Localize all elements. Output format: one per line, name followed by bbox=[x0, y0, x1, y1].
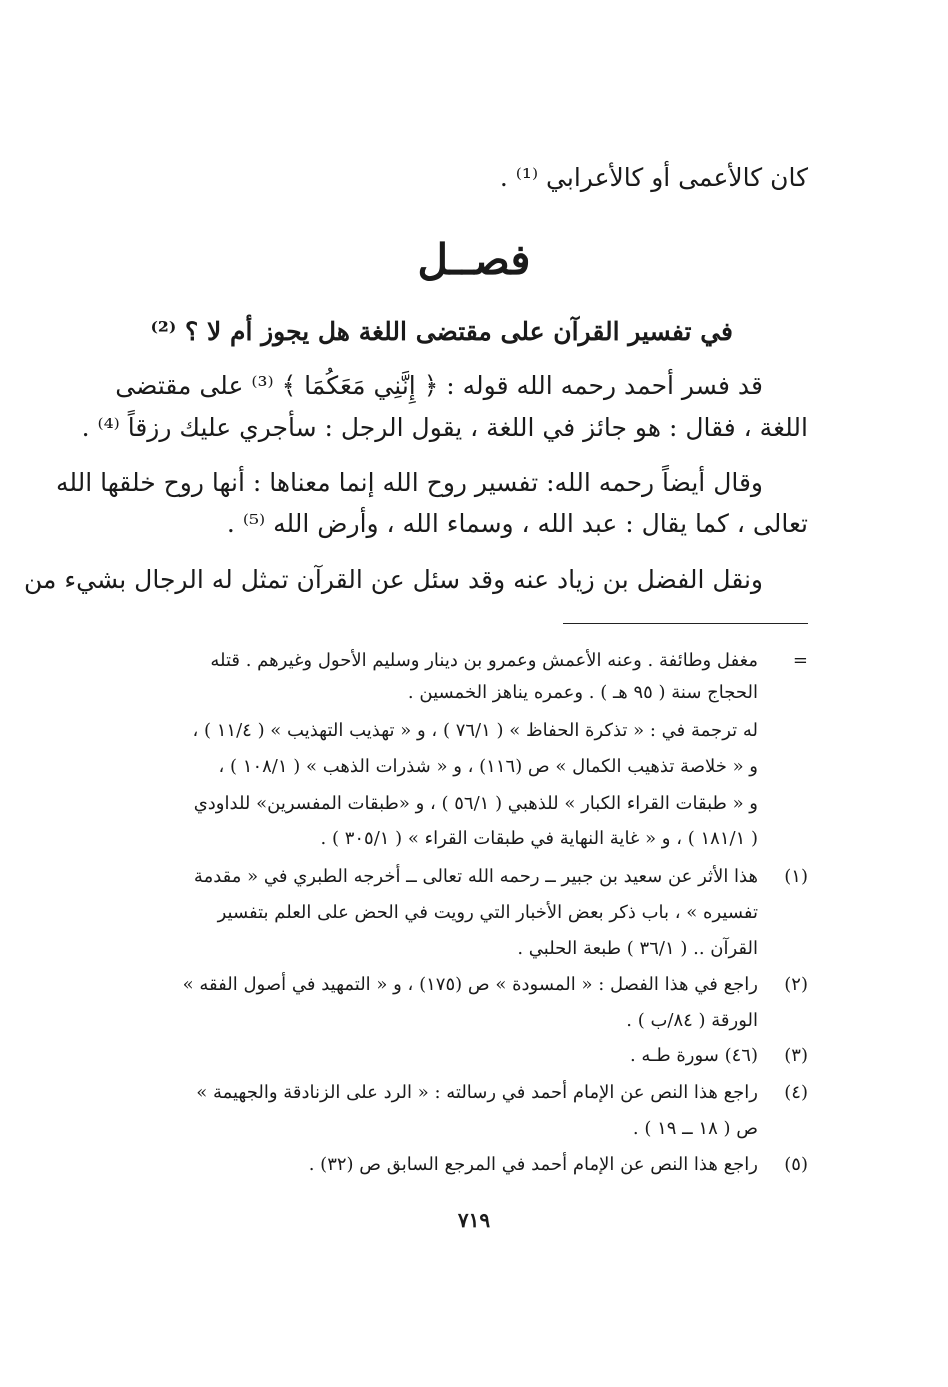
section-heading: فصــل bbox=[417, 235, 531, 284]
paragraph-1-line-1: قد فسر أحمد رحمه الله قوله : ﴿ إِنَّنِي مَعَكُمَا ﴾ ⁽³⁾ على مقتضى bbox=[115, 371, 763, 400]
footnote-1-line: تفسيره » ، باب ذكر بعض الأخبار التي رويت في الحض على العلم بتفسير bbox=[217, 902, 758, 923]
footnote-cont-line: و « خلاصة تذهيب الكمال » ص (١١٦) ، و « شذرات الذهب » ( ١٠٨/١ ) ، bbox=[218, 756, 758, 777]
footnote-separator bbox=[563, 623, 808, 624]
footnote-continuation-marker: = bbox=[792, 650, 808, 671]
body-line-continuation: كان كالأعمى أو كالأعرابي ⁽¹⁾ . bbox=[499, 163, 808, 192]
footnote-2-line: راجع في هذا الفصل : « المسودة » ص (١٧٥) ، و « التمهيد في أصول الفقه » bbox=[182, 974, 758, 995]
footnote-4-line: راجع هذا النص عن الإمام أحمد في رسالته : « الرد على الزنادقة والجهيمة » bbox=[196, 1082, 758, 1103]
footnote-cont-line: مغفل وطائفة . وعنه الأعمش وعمرو بن دينار وسليم الأحول وغيرهم . قتله bbox=[210, 650, 758, 671]
footnote-cont-line: له ترجمة في : « تذكرة الحفاظ » ( ٧٦/١ ) ، و « تهذيب التهذيب » ( ١١/٤ ) ، bbox=[192, 720, 758, 741]
footnote-3-number: (٣) bbox=[784, 1045, 808, 1066]
footnote-4-number: (٤) bbox=[784, 1082, 808, 1103]
footnote-1-line: القرآن .. ( ٣٦/١ ) طبعة الحلبي . bbox=[517, 938, 758, 959]
footnote-5-line: راجع هذا النص عن الإمام أحمد في المرجع السابق ص (٣٢) . bbox=[308, 1154, 758, 1175]
footnote-4-line: ص ( ١٨ ــ ١٩ ) . bbox=[632, 1118, 758, 1139]
paragraph-2-line-2: تعالى ، كما يقال : عبد الله ، وسماء الله ، وأرض الله ⁽⁵⁾ . bbox=[226, 509, 808, 538]
page-number: ٧١٩ bbox=[457, 1208, 491, 1232]
footnote-5-number: (٥) bbox=[784, 1154, 808, 1175]
footnote-cont-line: الحجاج سنة ( ٩٥ هـ ) . وعمره يناهز الخمسين . bbox=[407, 682, 758, 703]
footnote-cont-line: و « طبقات القراء الكبار » للذهبي ( ٥٦/١ ) ، و «طبقات المفسرين» للداودي bbox=[193, 793, 758, 814]
footnote-3-line: (٤٦) سورة طـه . bbox=[629, 1045, 758, 1066]
footnote-1-number: (١) bbox=[784, 866, 808, 887]
footnote-2-line: الورقة ( ٨٤/ب ) . bbox=[626, 1010, 758, 1031]
footnote-2-number: (٢) bbox=[784, 974, 808, 995]
paragraph-1-line-2: اللغة ، فقال : هو جائز في اللغة ، يقول الرجل : سأجري عليك رزقاً ⁽⁴⁾ . bbox=[81, 413, 808, 442]
paragraph-3-line-1: ونقل الفضل بن زياد عنه وقد سئل عن القرآن تمثل له الرجال بشيء من bbox=[24, 565, 763, 594]
section-subheading: في تفسير القرآن على مقتضى اللغة هل يجوز أم لا ؟ ⁽²⁾ bbox=[150, 317, 733, 346]
footnote-cont-line: ( ١٨١/١ ) ، و « غاية النهاية في طبقات القراء » ( ٣٠٥/١ ) . bbox=[320, 828, 758, 849]
paragraph-2-line-1: وقال أيضاً رحمه الله: تفسير روح الله إنما معناها : أنها روح خلقها الله bbox=[55, 468, 763, 497]
footnote-1-line: هذا الأثر عن سعيد بن جبير ــ رحمه الله تعالى ــ أخرجه الطبري في « مقدمة bbox=[193, 866, 758, 887]
